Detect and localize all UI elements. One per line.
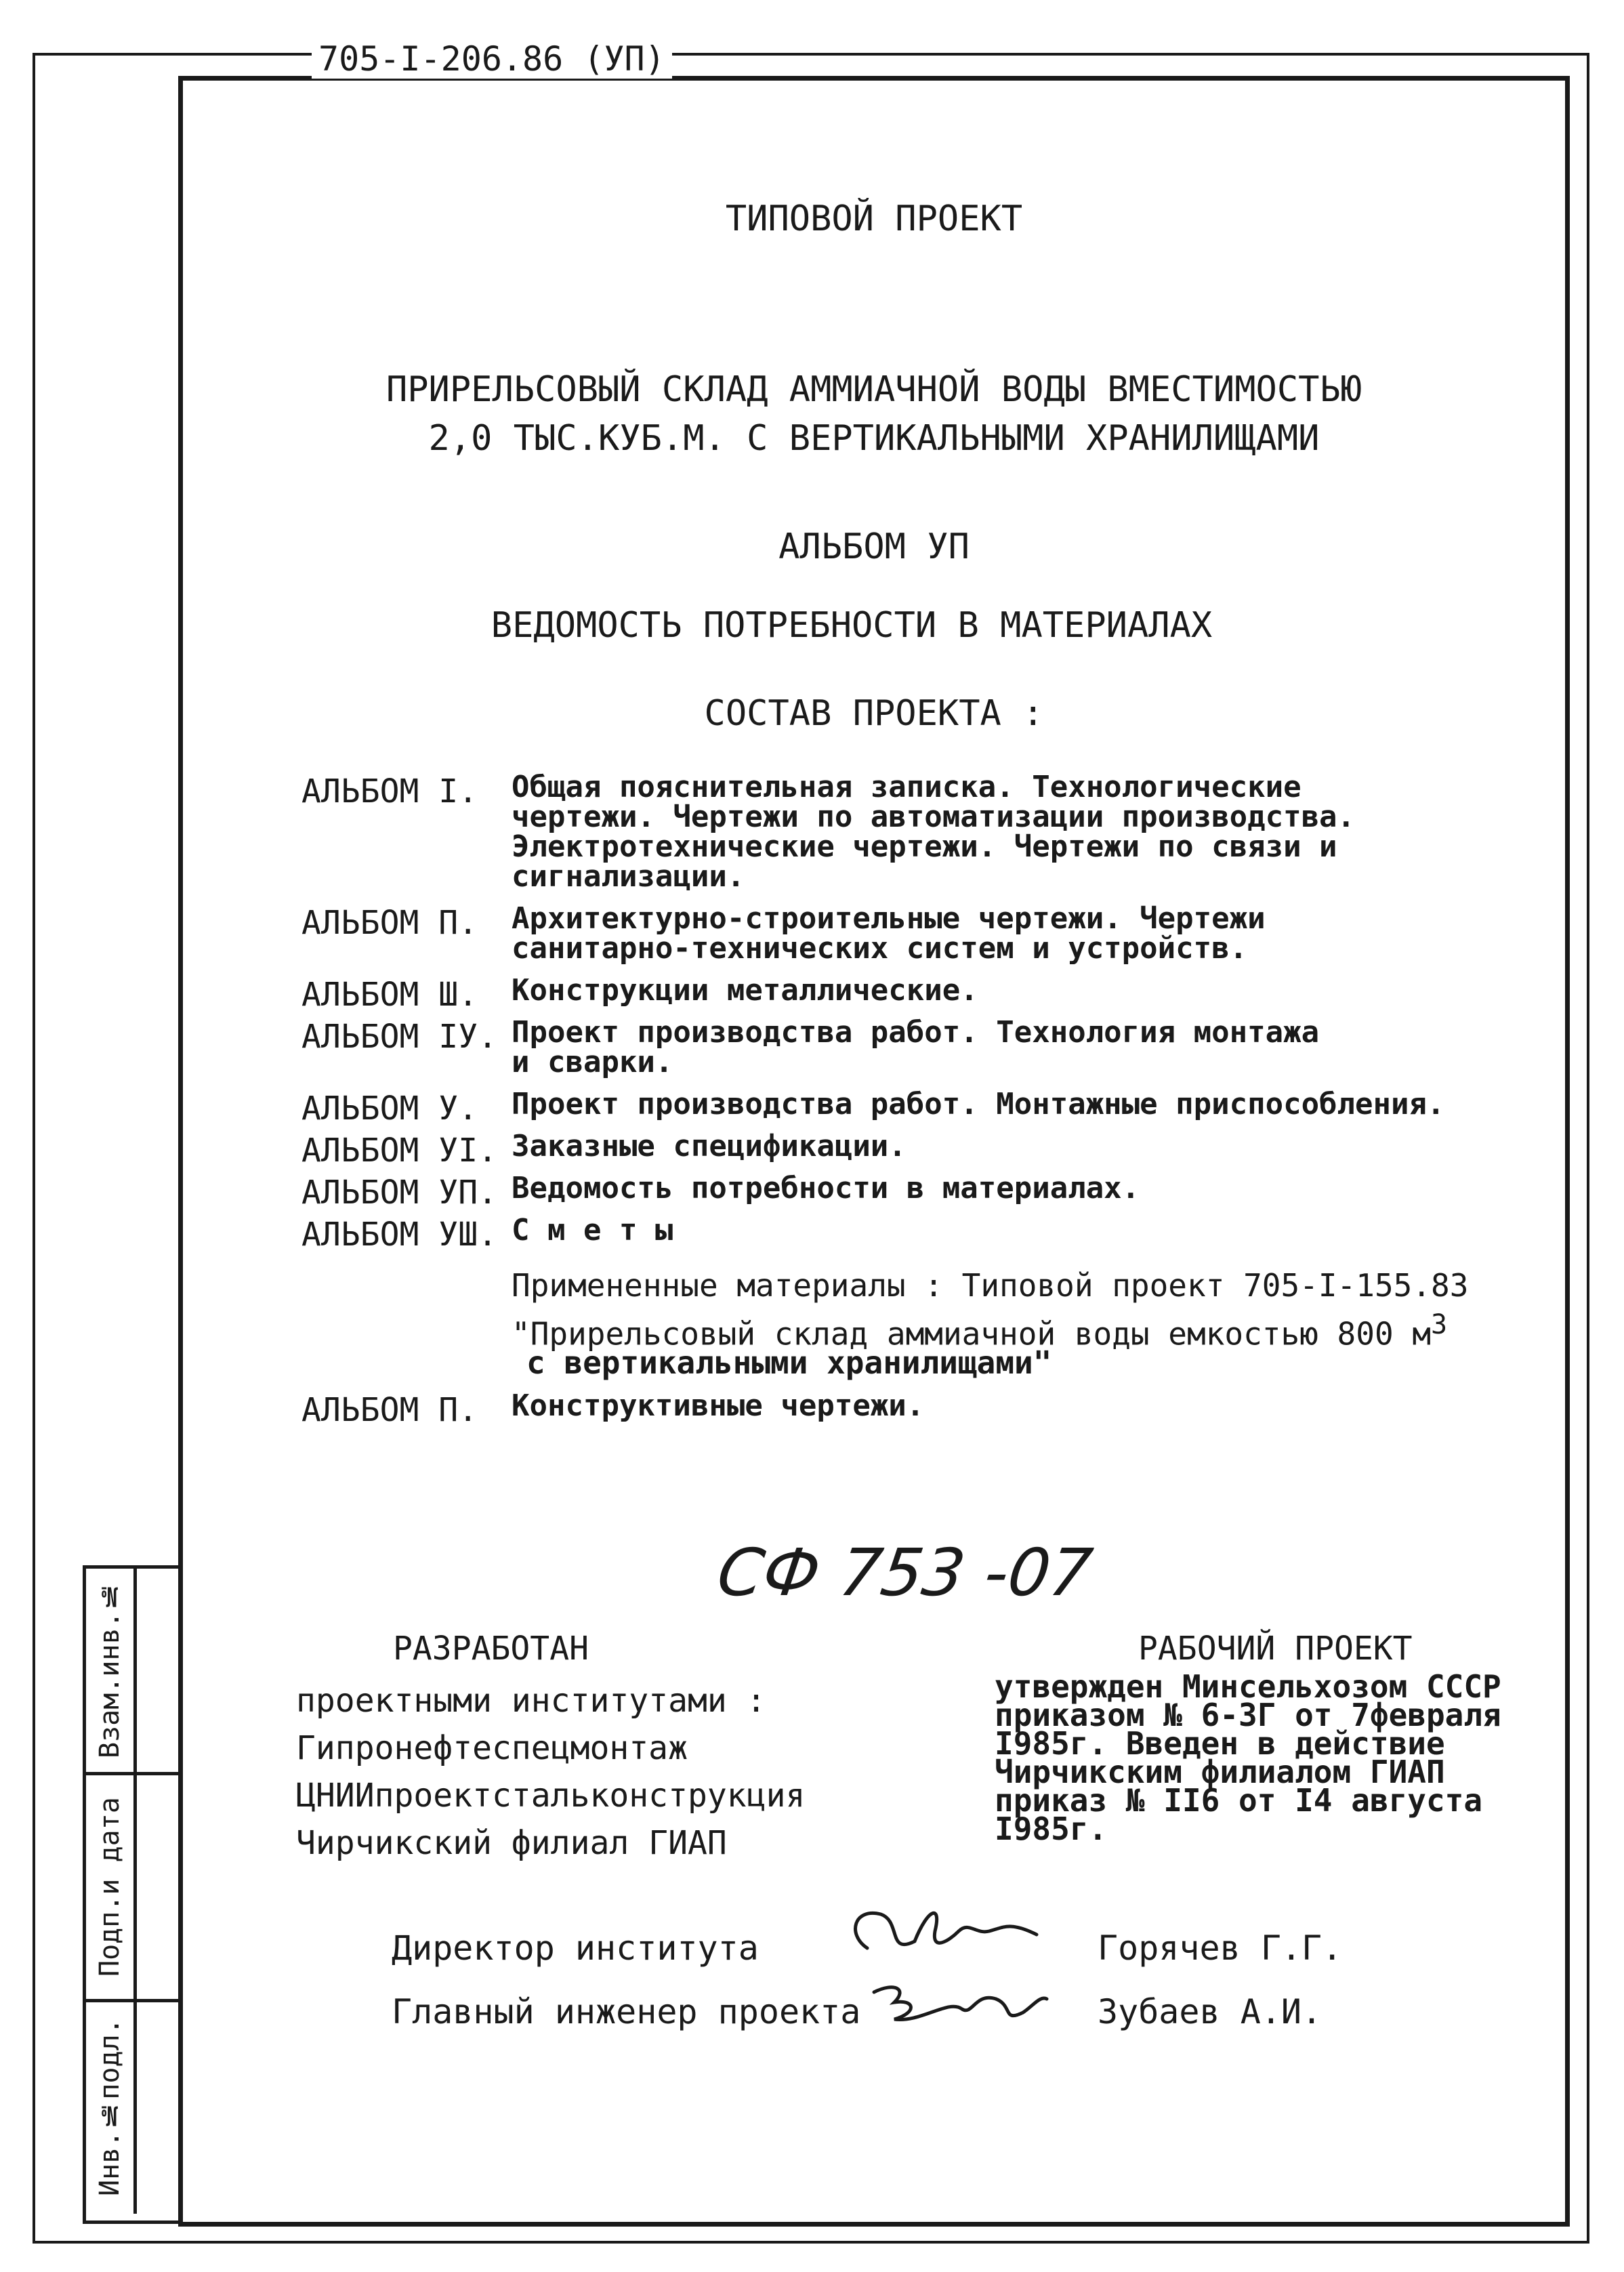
signature-role-chief-engineer: Главный инженер проекта [392,1992,861,2031]
album-label: АЛЬБОМ П. [301,1391,478,1430]
album-label: АЛЬБОМ УI. [301,1132,497,1170]
list-item [301,901,1521,966]
album-label: АЛЬБОМ УП. [301,1174,497,1212]
used-materials-line-3: с вертикальными хранилищами" [526,1344,1052,1382]
signature-role-director: Директор института [392,1928,759,1968]
developed-heading: РАЗРАБОТАН [393,1630,589,1668]
album-label: АЛЬБОМ У. [301,1090,478,1128]
developed-line: Чирчикский филиал ГИАП [296,1824,727,1862]
album-text: Ведомость потребности в материалах. [512,1171,1140,1205]
composition-heading: СОСТАВ ПРОЕКТА : [704,693,1044,734]
title-line-1: ПРИРЕЛЬСОВЫЙ СКЛАД АММИАЧНОЙ ВОДЫ ВМЕСТИМОСТЬЮ [386,369,1362,410]
stamp-row-sign-date [86,1775,182,2002]
list-item [301,1171,1521,1212]
list-item [301,973,1521,1014]
album-label: АЛЬБОМ IУ. [301,1018,497,1056]
album-text: Проект производства работ. Технология монтажа и сварки. [512,1015,1320,1079]
list-item [301,1087,1521,1128]
list-item [301,1129,1521,1170]
developed-line: ЦНИИпроектстальконструкция [296,1777,806,1815]
album-text: Архитектурно-строительные чертежи. Чертежи санитарно-технических систем и устройств. [512,901,1266,966]
chief-engineer-signature-icon [854,1972,1057,2033]
signature-name-chief-engineer: Зубаев А.И. [1098,1992,1323,2031]
developed-line: проектными институтами : [296,1682,766,1720]
stamp-row-inv-original [86,2002,182,2214]
stamp-row-replaced-inv [86,1569,182,1775]
list-item [301,772,1521,892]
album-text: Общая пояснительная записка. Технологические чертежи. Чертежи по автоматизации производства. Электротехнические чертежи. Чертежи по связи и сигнализации. [512,770,1356,894]
working-project-heading: РАБОЧИЙ ПРОЕКТ [1138,1630,1413,1668]
used-materials-line-1: Примененные материалы : Типовой проект 705-I-155.83 [512,1267,1469,1304]
stamp-label-inv-original: Инв.№подл. [94,2018,125,2197]
album-heading: АЛЬБОМ УП [778,526,970,567]
album-text: Проект производства работ. Монтажные приспособления. [512,1087,1445,1121]
doc-type: ТИПОВОЙ ПРОЕКТ [725,199,1023,239]
used-materials-line-2: "Прирельсовый склад аммиачной воды емкостью 800 м [512,1315,1432,1352]
used-materials-superscript: 3 [1431,1309,1448,1340]
album-label: АЛЬБОМ УШ. [301,1216,497,1254]
signature-name-director: Горячев Г.Г. [1098,1928,1343,1968]
used-materials [512,1267,1521,1382]
album-title: ВЕДОМОСТЬ ПОТРЕБНОСТИ В МАТЕРИАЛАХ [491,605,1213,646]
album-label: АЛЬБОМ П. [301,904,478,942]
album-text: Конструктивные чертежи. [512,1388,925,1424]
stamp-label-replaced-inv: Взам.инв.№ [94,1580,125,1758]
list-item [301,1015,1521,1079]
album-text: Конструкции металлические. [512,973,978,1008]
album-list [301,772,1521,1433]
handwritten-code: СФ 753 -07 [713,1535,1097,1611]
document-code: 705-I-206.86 (УП) [312,39,672,79]
side-stamp [83,1565,182,2224]
album-label: АЛЬБОМ Ш. [301,976,478,1014]
album-text: Заказные спецификации. [512,1129,907,1163]
developed-list [296,1677,805,1867]
developed-line: Гипронефтеспецмонтаж [296,1729,688,1767]
title-line-2: 2,0 ТЫС.КУБ.М. С ВЕРТИКАЛЬНЫМИ ХРАНИЛИЩАМИ [428,418,1320,459]
list-item [301,1213,1521,1254]
album-label: АЛЬБОМ I. [301,772,478,810]
working-project-text: утвержден Минсельхозом СССР приказом № 6-ЗГ от 7февраля I985г. Введен в действие Чирчикским филиалом ГИАП приказ № II6 от I4 августа I985г. [995,1668,1501,1847]
album-text: С м е т ы [512,1213,673,1247]
stamp-label-sign-date: Подп.и дата [94,1797,125,1977]
list-item [301,1388,1521,1430]
director-signature-icon [840,1894,1057,1968]
